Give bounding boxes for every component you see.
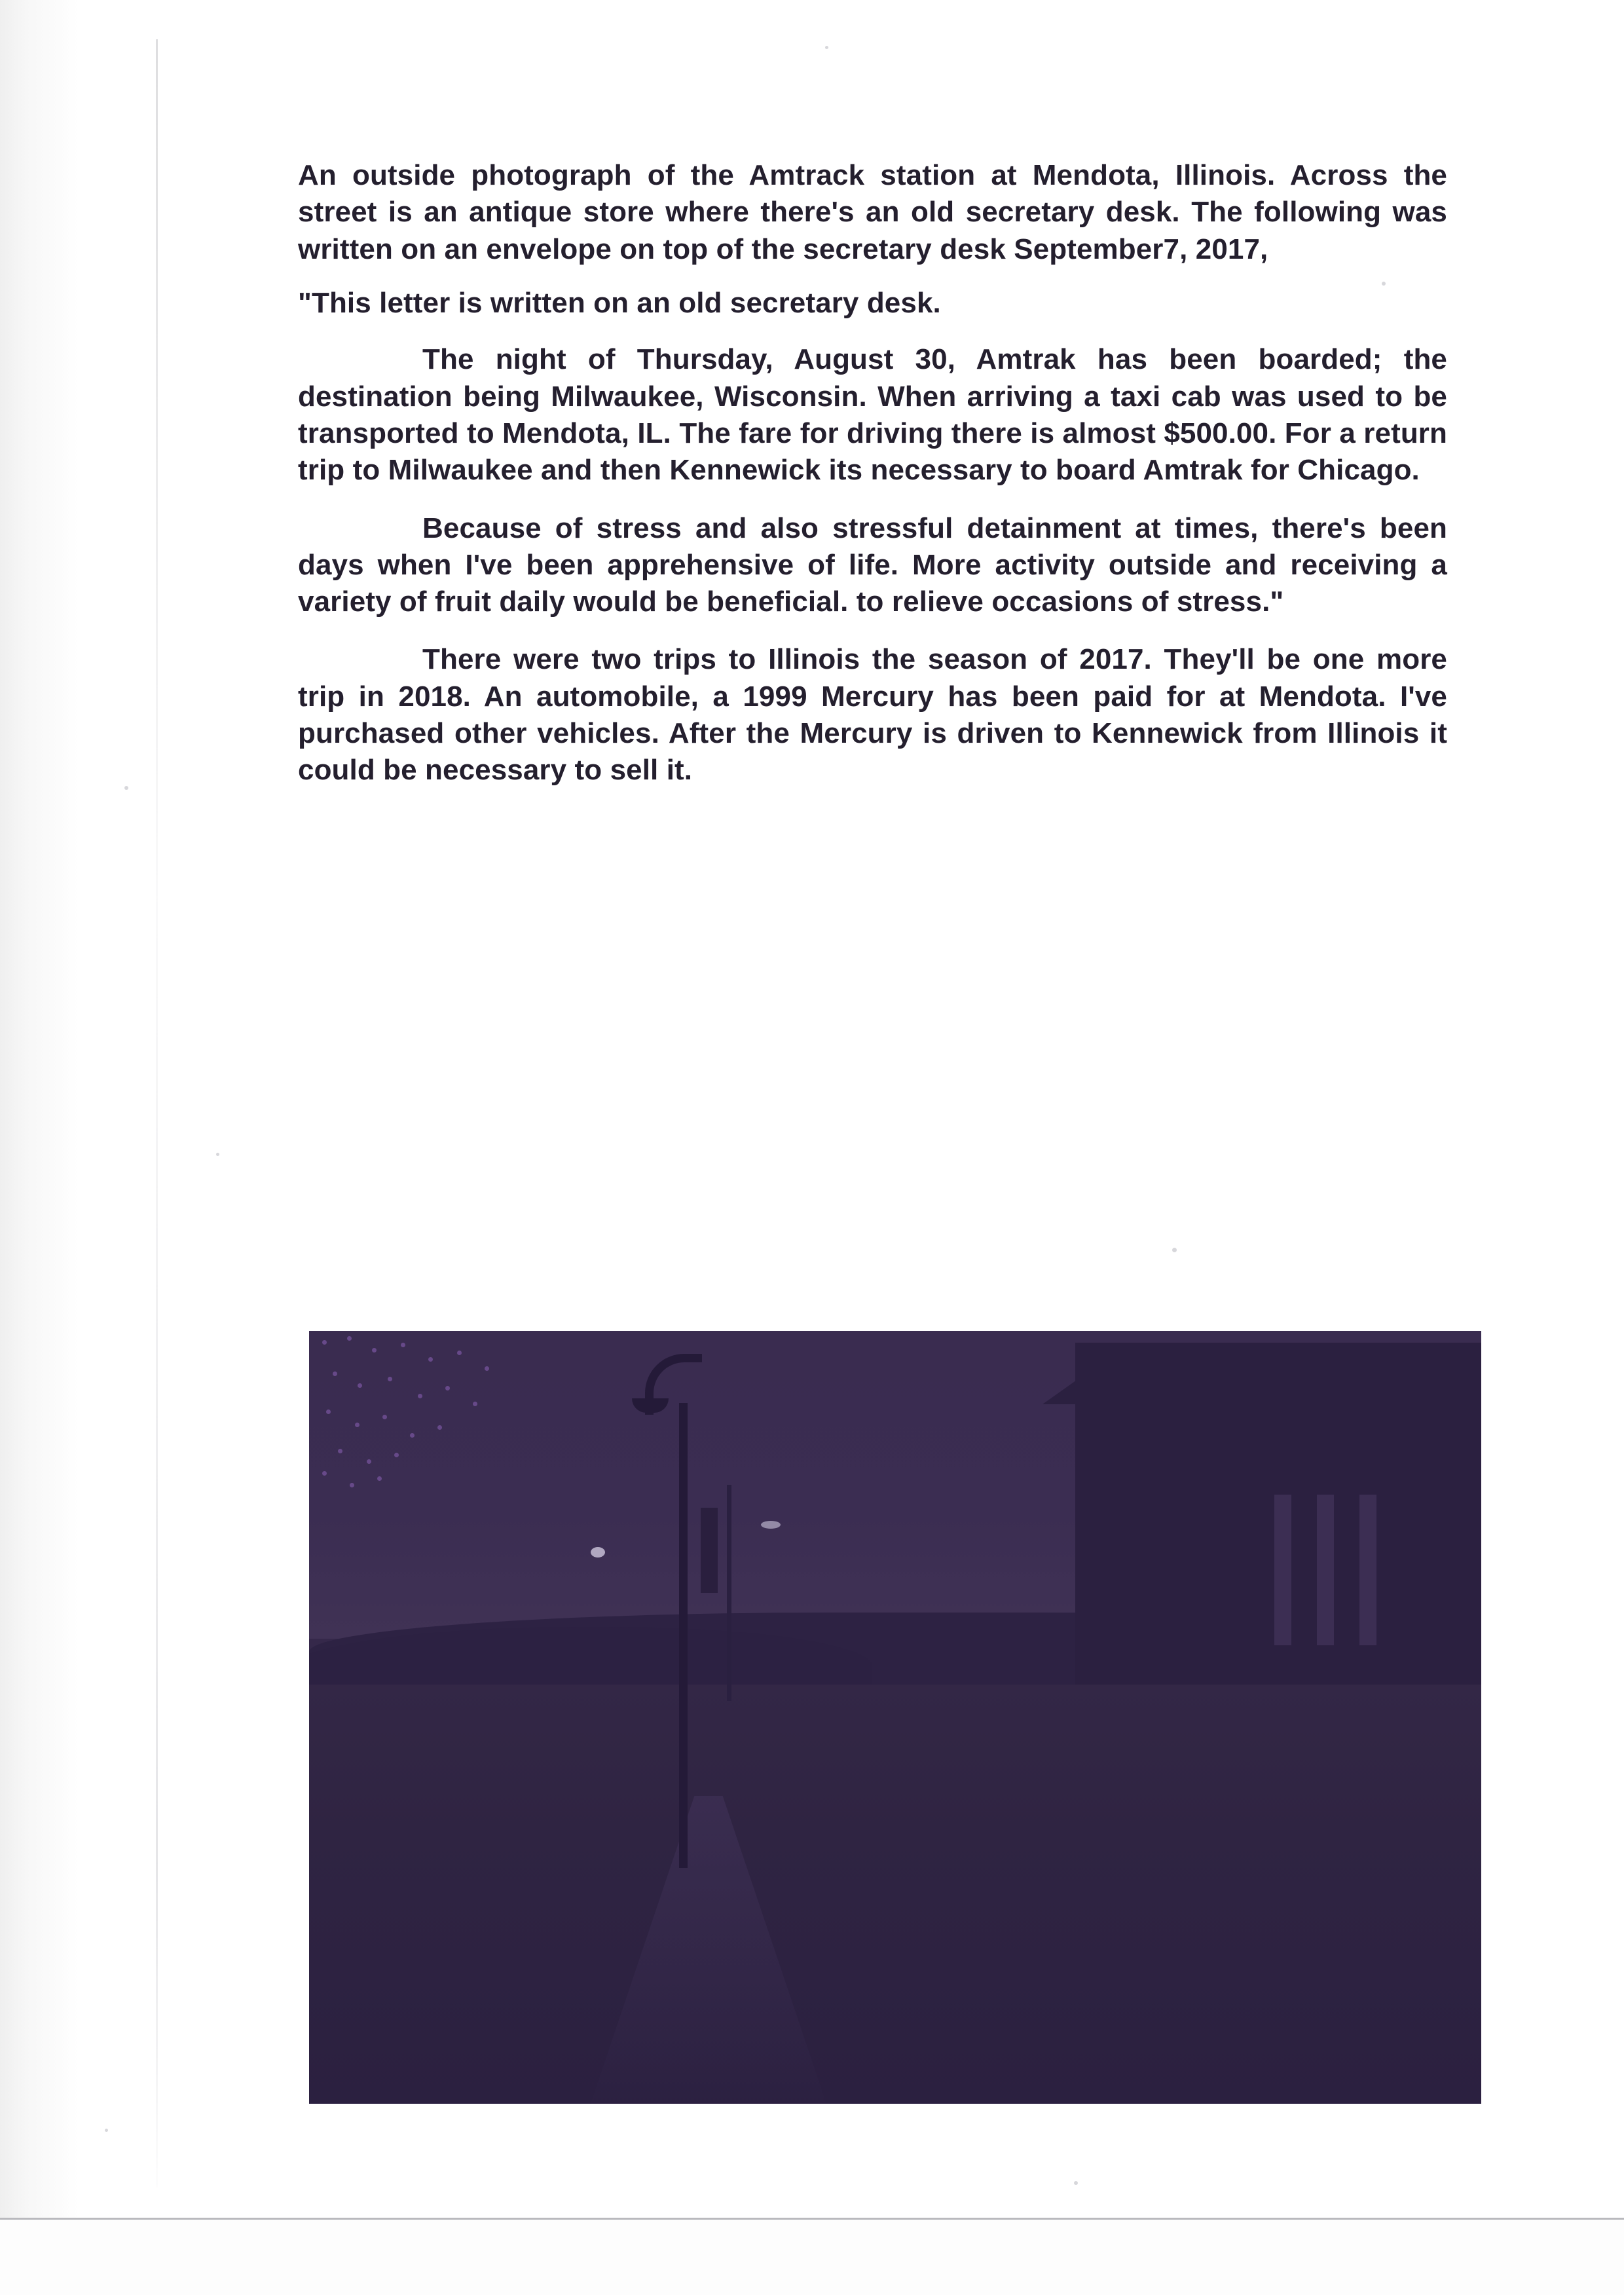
photo-light-glow [761,1521,781,1529]
paragraph-body-3: There were two trips to Illinois the season of 2017. They'll be one more trip in 2018. An automobile, a 1999 Mercury has been paid for at Mendota. I've purchased other vehicles. After the Mercury is driven to Kennewick from Illinois it could be necessary to sell it. [298,643,1447,787]
photo-canvas [309,1331,1481,2104]
amtrak-station-night-photo [309,1331,1481,2104]
scan-crease [156,39,158,2188]
scan-left-edge [0,0,98,2295]
paragraph-body-1: The night of Thursday, August 30, Amtrak has been boarded; the destination being Milwaukee, Wisconsin. When arriving a taxi cab was used to be transported to Mendota, IL. The fare for driving there is almost $500.00. For a return trip to Milwaukee and then Kennewick its necessary to board Amtrak for Chicago. [298,343,1447,487]
photo-ground [309,1685,1481,2104]
scan-speck [825,46,828,49]
scan-speck [1172,1248,1177,1252]
photo-building-window [1274,1495,1291,1645]
photo-building-window [1359,1495,1376,1645]
scan-bottom-margin [0,2220,1624,2295]
letter-text [298,157,1447,810]
scan-speck [124,786,128,790]
photo-light-glow [591,1547,605,1558]
scan-speck [1074,2181,1078,2185]
scan-speck [216,1153,219,1156]
paragraph-caption: An outside photograph of the Amtrack station at Mendota, Illinois. Across the street is an antique store where there's an old secretary desk. The following was written on an envelope on top of the secretary desk September7, 2017, [298,159,1447,265]
paragraph-body-2: Because of stress and also stressful detainment at times, there's been days when I've been apprehensive of life. More activity outside and receiving a variety of fruit daily would be beneficial. to relieve occasions of stress." [298,512,1447,618]
photo-building-window [1317,1495,1334,1645]
photo-lamp-pole [679,1403,688,1868]
scan-speck [105,2129,108,2132]
paragraph-quote-open: "This letter is written on an old secretary desk. [298,286,941,319]
photo-sign [701,1508,718,1593]
photo-scan-noise [309,1331,525,1501]
photo-secondary-pole [727,1485,731,1701]
